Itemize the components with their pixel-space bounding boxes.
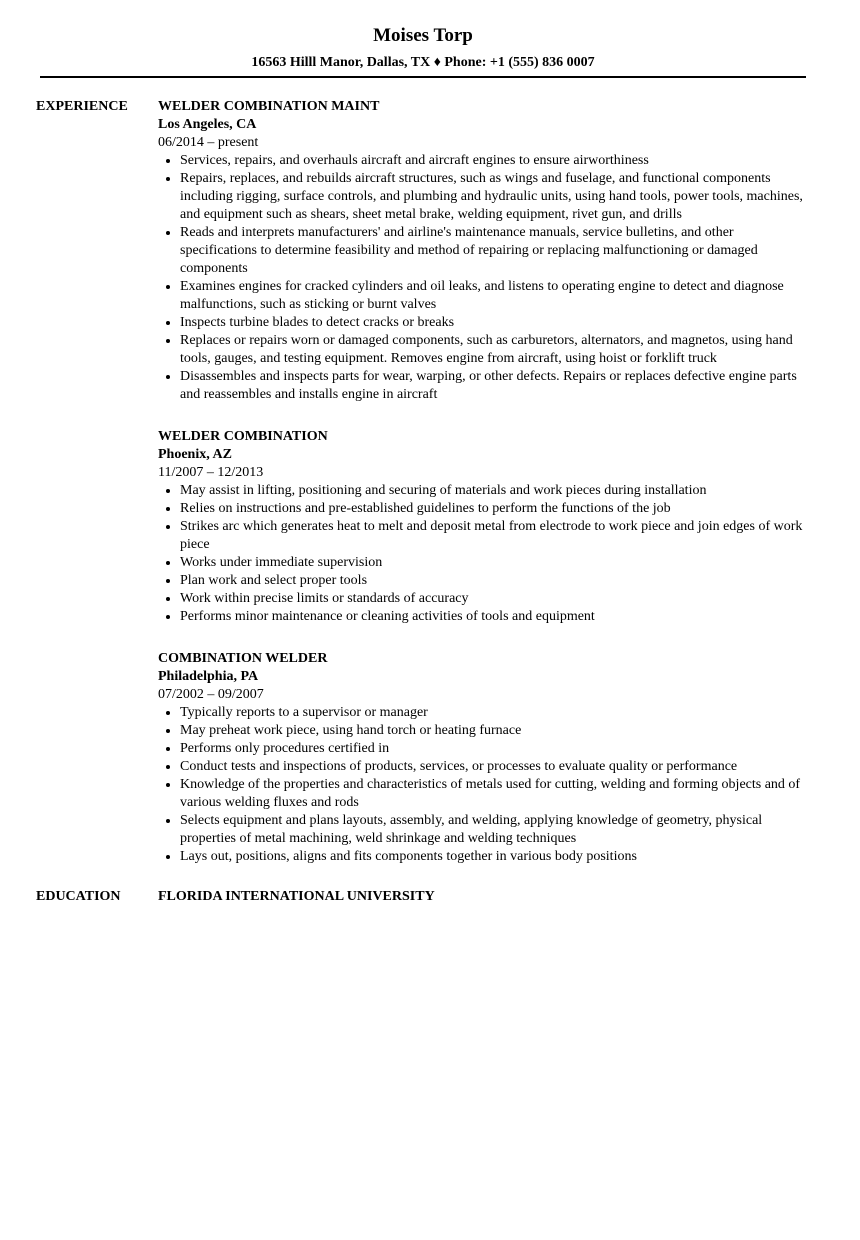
duty-item: • May preheat work piece, using hand torch or heating furnace — [180, 722, 808, 740]
duty-item: • Repairs, replaces, and rebuilds aircraft structures, such as wings and fuselage, and functional components including rigging, surface controls, and plumbing and hydraulic units, using hand tools, power tools, machines, and equipment such as shears, sheet metal brake, welding equipment, rivet gun, and drills — [180, 170, 808, 224]
duty-item: • Selects equipment and plans layouts, assembly, and welding, applying knowledge of geometry, physical properties of metal machining, weld shrinkage and welding techniques — [180, 812, 808, 848]
duty-item: • Work within precise limits or standards of accuracy — [180, 590, 808, 608]
job-entry — [158, 98, 808, 404]
job-location: Phoenix, AZ — [158, 447, 232, 462]
duty-item: • Conduct tests and inspections of products, services, or processes to evaluate quality or performance — [180, 758, 808, 776]
job-dates: 06/2014 – present — [158, 135, 259, 150]
job-title: COMBINATION WELDER — [158, 651, 328, 666]
job-title: WELDER COMBINATION — [158, 429, 328, 444]
resume-header — [40, 22, 806, 72]
job-dates: 07/2002 – 09/2007 — [158, 687, 264, 702]
duty-item: • Inspects turbine blades to detect cracks or breaks — [180, 314, 808, 332]
section-label-experience: EXPERIENCE — [36, 99, 128, 114]
header-divider — [40, 76, 806, 78]
duty-item: • Performs only procedures certified in — [180, 740, 808, 758]
duty-item: • Relies on instructions and pre-established guidelines to perform the functions of the job — [180, 500, 808, 518]
duty-item: • Reads and interprets manufacturers' and airline's maintenance manuals, service bulletins, and other specifications to determine feasibility and method of repairing or replacing malfunctioning or damaged components — [180, 224, 808, 278]
job-location: Los Angeles, CA — [158, 117, 257, 132]
job-location: Philadelphia, PA — [158, 669, 259, 684]
school-name: FLORIDA INTERNATIONAL UNIVERSITY — [158, 889, 435, 904]
duty-list — [158, 704, 808, 866]
education-list — [158, 888, 808, 906]
duty-item: • Strikes arc which generates heat to melt and deposit metal from electrode to work piece and join edges of work piece — [180, 518, 808, 554]
duty-item: • Plan work and select proper tools — [180, 572, 808, 590]
duty-list — [158, 152, 808, 404]
contact-line: 16563 Hilll Manor, Dallas, TX ♦ Phone: +1 (555) 836 0007 — [251, 55, 595, 70]
duty-item: • Examines engines for cracked cylinders and oil leaks, and listens to operating engine to detect and diagnose malfunctions, such as sticking or burnt valves — [180, 278, 808, 314]
duty-item: • Disassembles and inspects parts for wear, warping, or other defects. Repairs or replaces defective engine parts and reassembles and installs engine in aircraft — [180, 368, 808, 404]
experience-list — [158, 98, 808, 890]
job-dates: 11/2007 – 12/2013 — [158, 465, 264, 480]
job-entry — [158, 650, 808, 866]
duty-item: • May assist in lifting, positioning and securing of materials and work pieces during installation — [180, 482, 808, 500]
duty-item: • Knowledge of the properties and characteristics of metals used for cutting, welding and forming objects and of various welding fluxes and rods — [180, 776, 808, 812]
duty-item: • Lays out, positions, aligns and fits components together in various body positions — [180, 848, 808, 866]
section-label-education: EDUCATION — [36, 889, 121, 904]
duty-list — [158, 482, 808, 626]
duty-item: • Services, repairs, and overhauls aircraft and aircraft engines to ensure airworthiness — [180, 152, 808, 170]
job-title: WELDER COMBINATION MAINT — [158, 99, 380, 114]
job-entry — [158, 428, 808, 626]
duty-item: • Typically reports to a supervisor or manager — [180, 704, 808, 722]
duty-item: • Works under immediate supervision — [180, 554, 808, 572]
duty-item: • Replaces or repairs worn or damaged components, such as carburetors, alternators, and magnetos, using hand tools, gauges, and testing equipment. Removes engine from aircraft, using hoist or forklift truck — [180, 332, 808, 368]
duty-item: • Performs minor maintenance or cleaning activities of tools and equipment — [180, 608, 808, 626]
candidate-name: Moises Torp — [373, 25, 473, 46]
